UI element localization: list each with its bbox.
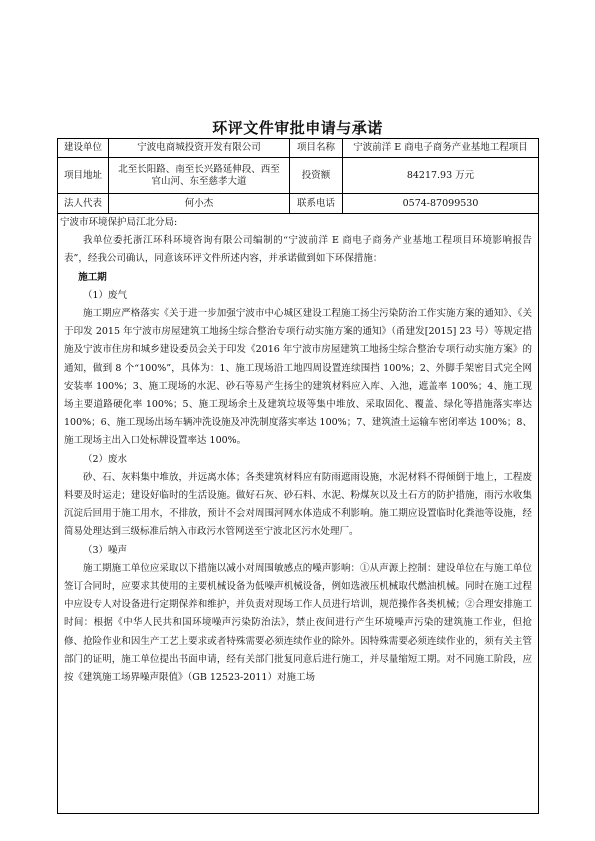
subheading-wastewater: （2）废水 — [83, 453, 128, 465]
subheading-noise: （3）噪声 — [83, 544, 128, 556]
paragraph-exhaust: 施工期应严格落实《关于进一步加强宁波市中心城区建设工程施工扬尘污染防治工作实施方案的通知》、《关于印发 2015 年宁波市房屋建筑工地扬尘综合整治专项行动实施方案的通知》（甬建发[2015] 23 号）等规定措施及宁波市住房和城乡建设委员会关于印发《2016 年宁波市房屋建筑工地扬尘综合整治专项行动实施方案》的通知，做到 8 个“100%”，具体为：1、施工现场沿工地四周设置连续围挡 100%；2、外脚手架密目式完全网安装率 100%；3、施工现场的水泥、砂石等易产生扬尘的建筑材料应入库、入池，遮盖率 100%；4、施工现场主要道路硬化率 100%；5、施工现场余土及建筑垃圾等集中堆放、采取固化、覆盖、绿化等措施落实率达 100%；6、施工现场出场车辆冲洗设施及冲洗制度落实率达 100%；7、建筑渣土运输车密闭率达 100%；8、施工现场主出入口处标牌设置率达 100%。 — [64, 308, 532, 447]
subheading-exhaust: （1）废气 — [83, 289, 128, 301]
label-phone: 联系电话 — [290, 194, 343, 213]
value-legal-rep: 何小杰 — [109, 194, 290, 213]
intro-paragraph: 我单位委托浙江环科环境咨询有限公司编制的“宁波前洋 E 商电子商务产业基地工程项目环境影响报告表”，经我公司确认，同意该环评文件所述内容，并承诺做到如下环保措施： — [64, 235, 532, 265]
paragraph-wastewater: 砂、石、灰料集中堆放，并远离水体；各类建筑材料应有防雨遮雨设施，水泥材料不得倾倒于地上，工程废料要及时运走；建设好临时的生活设施。做好石灰、砂石料、水泥、粉煤灰以及土石方的防护措施，雨污水收集沉淀后回用于施工用水，不排放，预计不会对周围河网水体造成不利影响。施工期应设置临时化粪池等设施，经简易处理达到三级标准后纳入市政污水管网送至宁波北区污水处理厂。 — [64, 471, 532, 538]
value-investment: 84217.93 万元 — [406, 169, 475, 181]
page-title: 环评文件审批申请与承诺 — [212, 119, 383, 137]
addressee: 宁波市环境保护局江北分局: — [60, 217, 178, 228]
label-builder: 建设单位 — [58, 139, 109, 157]
value-phone: 0574-87099530 — [402, 197, 479, 209]
application-form — [57, 138, 539, 814]
table-row-address — [58, 158, 538, 194]
section-heading: 施工期 — [78, 271, 107, 283]
label-address: 项目地址 — [58, 158, 109, 193]
label-investment: 投资额 — [290, 158, 343, 193]
table-row-builder — [58, 139, 538, 158]
value-project-name: 宁波前洋 E 商电子商务产业基地工程项目 — [353, 142, 528, 153]
commitment-letter — [58, 214, 538, 813]
label-project-name: 项目名称 — [290, 139, 343, 157]
table-row-legal — [58, 194, 538, 214]
label-legal-rep: 法人代表 — [58, 194, 109, 213]
value-address: 北至长阳路、南至长兴路延伸段、西至官山河、东至慈孝大道 — [109, 158, 290, 193]
paragraph-noise: 施工期施工单位应采取以下措施以减小对周围敏感点的噪声影响：①从声源上控制：建设单位在与施工单位签订合同时，应要求其使用的主要机械设备为低噪声机械设备，例如选液压机械取代燃油机械。同时在施工过程中应设专人对设备进行定期保养和维护，并负责对现场工作人员进行培训，规范操作各类机械；②合理安排施工时间：根据《中华人民共和国环境噪声污染防治法》，禁止夜间进行产生环境噪声污染的建筑施工作业，但抢修、抢险作业和因生产工艺上要求或者特殊需要必须连续作业的除外。因特殊需要必须连续作业的，须有关主管部门的证明，施工单位提出书面申请，经有关部门批复同意后进行施工，并尽量缩短工期。对不同施工阶段，应按《建筑施工场界噪声限值》（GB 12523-2011）对施工场 — [64, 562, 532, 684]
value-builder: 宁波电商城投资开发有限公司 — [109, 139, 290, 157]
